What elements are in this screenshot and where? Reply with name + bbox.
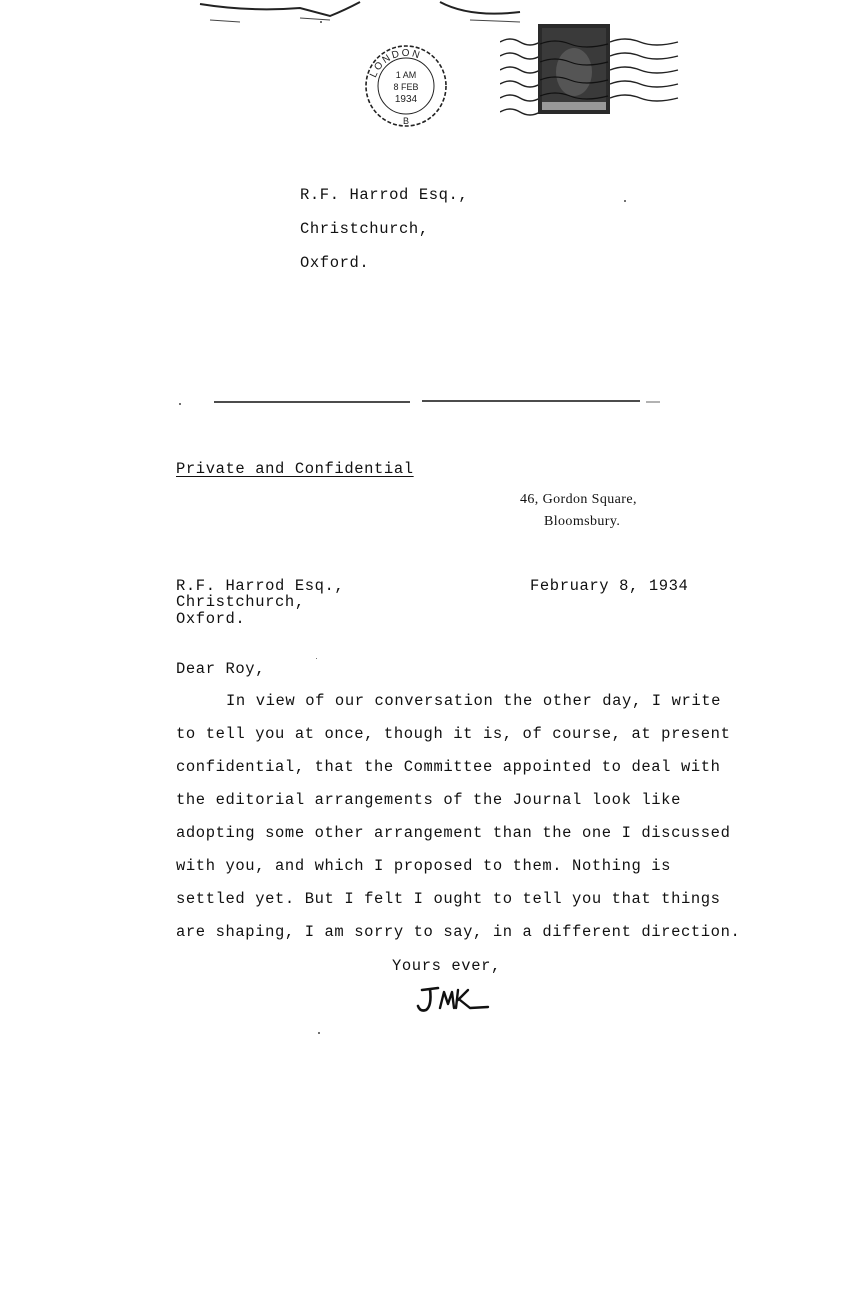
body-line: with you, and which I proposed to them. Nothing is xyxy=(176,857,672,875)
letter-body xyxy=(176,688,776,952)
body-line: to tell you at once, though it is, of course, at present xyxy=(176,725,731,743)
sender-address-line: 46, Gordon Square, xyxy=(520,492,637,507)
postmark-time: 1 AM xyxy=(395,70,417,80)
body-line: settled yet. But I felt I ought to tell you that things xyxy=(176,890,721,908)
salutation: Dear Roy, xyxy=(176,660,266,678)
body-line: In view of our conversation the other day, I write xyxy=(226,692,722,710)
recipient-line: R.F. Harrod Esq., xyxy=(176,577,345,595)
fold-divider xyxy=(170,394,670,408)
postmark-date: 8 FEB xyxy=(393,82,419,92)
postmark-stamp xyxy=(360,44,452,128)
postage-stamp xyxy=(500,22,680,126)
envelope-address-line: Oxford. xyxy=(300,254,370,272)
body-line: the editorial arrangements of the Journal look like xyxy=(176,791,681,809)
scan-speck xyxy=(316,658,317,659)
recipient-line: Christchurch, xyxy=(176,593,305,611)
body-line: adopting some other arrangement than the one I discussed xyxy=(176,824,731,842)
closing: Yours ever, xyxy=(392,957,501,975)
scan-speck xyxy=(318,1032,320,1034)
envelope-address-line: R.F. Harrod Esq., xyxy=(300,186,469,204)
postmark-code: B xyxy=(402,116,410,126)
handwritten-signature xyxy=(414,980,494,1020)
letter-date: February 8, 1934 xyxy=(530,577,689,595)
recipient-line: Oxford. xyxy=(176,610,246,628)
sender-address-line: Bloomsbury. xyxy=(544,514,621,529)
envelope-address-line: Christchurch, xyxy=(300,220,429,238)
letter-heading: Private and Confidential xyxy=(176,460,414,478)
body-line: are shaping, I am sorry to say, in a different direction. xyxy=(176,923,741,941)
postmark-year: 1934 xyxy=(394,94,418,105)
scan-speck xyxy=(320,21,322,23)
body-line: confidential, that the Committee appointed to deal with xyxy=(176,758,721,776)
postmark-city: LONDON xyxy=(368,47,423,80)
scan-speck xyxy=(624,200,626,202)
